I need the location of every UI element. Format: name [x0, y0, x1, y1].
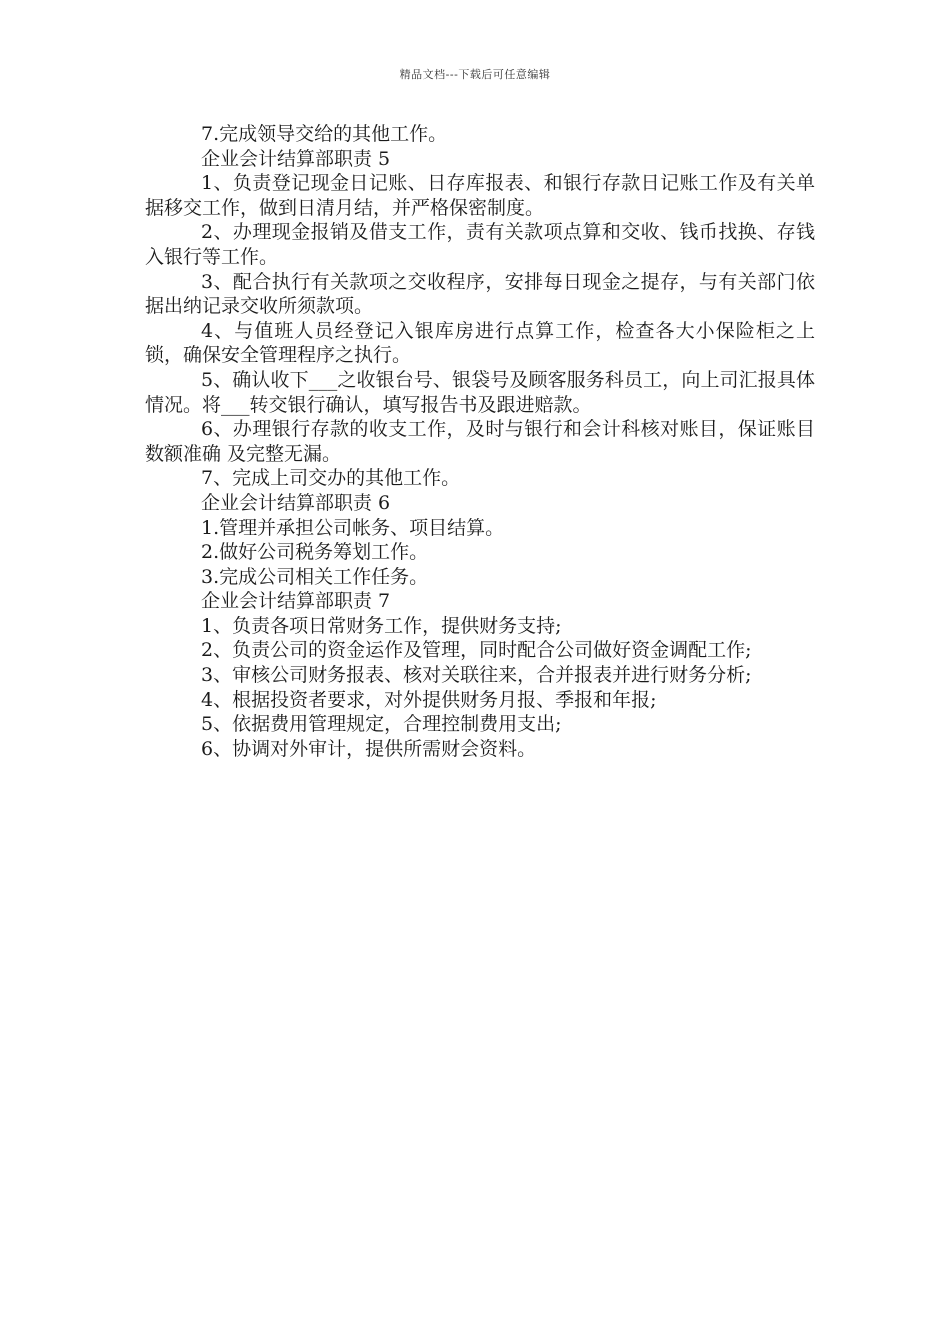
section-heading: 企业会计结算部职责 7: [201, 590, 391, 613]
paragraph: 2、办理现金报销及借支工作，责有关款项点算和交收、钱币找换、存钱入银行等工作。: [145, 221, 815, 268]
paragraph: 7、完成上司交办的其他工作。: [201, 467, 461, 490]
paragraph: 2.做好公司税务筹划工作。: [201, 541, 429, 564]
paragraph: 1、负责登记现金日记账、日存库报表、和银行存款日记账工作及有关单据移交工作，做到日清月结，并严格保密制度。: [145, 172, 815, 219]
paragraph: 1.管理并承担公司帐务、项目结算。: [201, 516, 505, 539]
paragraph: 7.完成领导交给的其他工作。: [201, 123, 448, 145]
paragraph: 4、根据投资者要求，对外提供财务月报、季报和年报;: [201, 688, 657, 711]
paragraph: 6、协调对外审计，提供所需财会资料。: [201, 737, 537, 760]
paragraph: 3、审核公司财务报表、核对关联往来，合并报表并进行财务分析;: [201, 664, 752, 687]
paragraph: 3、配合执行有关款项之交收程序，安排每日现金之提存，与有关部门依据出纳记录交收所须款项。: [145, 270, 815, 318]
paragraph: 3.完成公司相关工作任务。: [201, 565, 429, 588]
paragraph: 1、负责各项日常财务工作，提供财务支持;: [201, 614, 562, 637]
document-body: [145, 122, 815, 761]
section-heading: 企业会计结算部职责 5: [201, 147, 391, 170]
section-heading: 企业会计结算部职责 6: [201, 491, 391, 514]
paragraph: 6、办理银行存款的收支工作，及时与银行和会计科核对账目，保证账目数额准确 及完整无漏。: [145, 418, 815, 465]
paragraph: 5、依据费用管理规定，合理控制费用支出;: [201, 713, 562, 736]
paragraph: 5、确认收下___之收银台号、银袋号及顾客服务科员工，向上司汇报具体情况。将___转交银行确认，填写报告书及跟进赔款。: [145, 368, 815, 416]
page-header: 精品文档---下载后可任意编辑: [399, 68, 551, 81]
paragraph: 4、与值班人员经登记入银库房进行点算工作，检查各大小保险柜之上锁，确保安全管理程序之执行。: [145, 319, 815, 367]
paragraph: 2、负责公司的资金运作及管理，同时配合公司做好资金调配工作;: [201, 639, 752, 662]
